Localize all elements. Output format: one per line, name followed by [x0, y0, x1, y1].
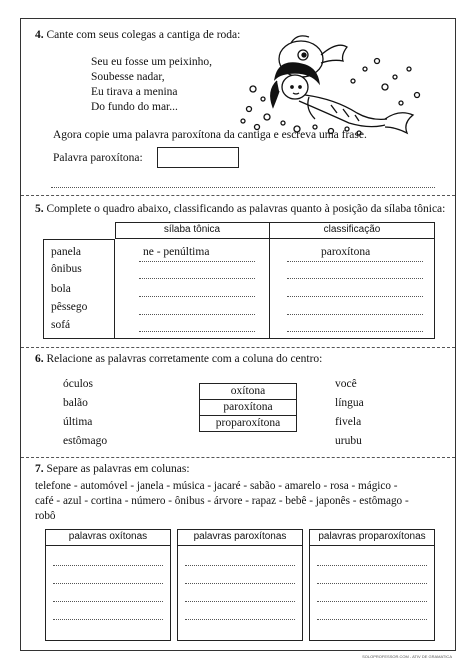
- match-word-right: fivela: [335, 416, 362, 428]
- match-word-left: estômago: [63, 435, 108, 447]
- answer-line[interactable]: [287, 314, 423, 315]
- q7-heading: [35, 463, 190, 475]
- center-option: paroxítona: [223, 401, 273, 413]
- header-paroxitonas: palavras paroxítonas: [193, 531, 287, 542]
- q4-number: 4.: [35, 29, 44, 41]
- match-word-right: urubu: [335, 435, 362, 447]
- answer-line[interactable]: [53, 601, 163, 602]
- word-row-label: bola: [51, 283, 71, 295]
- answer-line[interactable]: [287, 278, 423, 279]
- q4-instruction: Agora copie uma palavra paroxítona da cantiga e escreva uma frase.: [53, 129, 367, 141]
- q5-table: [43, 222, 435, 340]
- q6-right-column: [335, 375, 364, 451]
- q6-heading: [35, 353, 322, 365]
- answer-line[interactable]: [317, 601, 427, 602]
- answer-line[interactable]: [317, 583, 427, 584]
- answer-line[interactable]: [287, 261, 423, 262]
- answer-line[interactable]: [53, 619, 163, 620]
- center-option-box[interactable]: [199, 383, 297, 400]
- match-word-right: você: [335, 378, 357, 390]
- q4-poem: [91, 55, 212, 115]
- match-word-right: língua: [335, 397, 364, 409]
- word-list-line: telefone - automóvel - janela - música - jacaré - sabão - amarelo - rosa - mágico -: [35, 480, 398, 492]
- girl-and-fish-illustration: [235, 25, 431, 137]
- q7-prompt: Separe as palavras em colunas:: [46, 463, 190, 475]
- section-divider: [21, 457, 455, 458]
- table-right-border: [434, 222, 435, 339]
- poem-line: Soubesse nadar,: [91, 71, 165, 83]
- column-divider: [269, 222, 270, 339]
- answer-line[interactable]: [53, 583, 163, 584]
- header-underline: [177, 545, 303, 546]
- q4-heading: [35, 29, 240, 41]
- answer-line[interactable]: [139, 261, 255, 262]
- q6-center-column: [199, 383, 297, 432]
- section-divider: [21, 195, 455, 196]
- q4-prompt: Cante com seus colegas a cantiga de roda:: [46, 29, 241, 41]
- worksheet-page: [20, 18, 456, 651]
- q5-prompt: Complete o quadro abaixo, classificando as palavras quanto à posição da sílaba tônica:: [46, 203, 446, 215]
- answer-line[interactable]: [139, 278, 255, 279]
- q7-word-list: [35, 479, 409, 524]
- q5-number: 5.: [35, 203, 44, 215]
- poem-line: Seu eu fosse um peixinho,: [91, 56, 213, 68]
- header-classification: classificação: [323, 224, 381, 235]
- answer-line[interactable]: [139, 314, 255, 315]
- word-row-label: sofá: [51, 319, 71, 331]
- answer-line[interactable]: [139, 331, 255, 332]
- answer-line[interactable]: [139, 296, 255, 297]
- answer-line[interactable]: [185, 619, 295, 620]
- header-proparoxitonas: palavras proparoxítonas: [318, 531, 426, 542]
- q7-number: 7.: [35, 463, 44, 475]
- word-row-label: panela: [51, 246, 82, 258]
- poem-line: Eu tirava a menina: [91, 86, 178, 98]
- header-underline: [45, 545, 171, 546]
- q7-columns: [45, 529, 435, 641]
- q4-field-label: Palavra paroxítona:: [53, 152, 143, 164]
- match-word-left: balão: [63, 397, 88, 409]
- answer-line[interactable]: [51, 187, 435, 188]
- match-word-left: última: [63, 416, 93, 428]
- answer-line[interactable]: [317, 619, 427, 620]
- q6-number: 6.: [35, 353, 44, 365]
- center-option-box[interactable]: [199, 399, 297, 416]
- header-oxitonas: palavras oxítonas: [68, 531, 148, 542]
- center-option: proparoxítona: [215, 417, 281, 429]
- word-list-line: café - azul - cortina - número - ônibus - árvore - rapaz - bebê - japonês - estômago -: [35, 495, 409, 507]
- answer-line[interactable]: [185, 601, 295, 602]
- footer-credit: SOLOPROFESSOR.COM - ATIV DE GRAMATICA: [362, 654, 452, 659]
- example-class-cell: paroxítona: [321, 246, 371, 258]
- table-bottom-border: [115, 338, 435, 339]
- q6-prompt: Relacione as palavras corretamente com a coluna do centro:: [46, 353, 323, 365]
- center-option: oxítona: [230, 385, 266, 397]
- center-option-box[interactable]: [199, 415, 297, 432]
- header-underline: [309, 545, 435, 546]
- answer-line[interactable]: [287, 331, 423, 332]
- answer-line[interactable]: [53, 565, 163, 566]
- answer-line[interactable]: [185, 583, 295, 584]
- word-row-label: ônibus: [51, 263, 82, 275]
- poem-line: Do fundo do mar...: [91, 101, 178, 113]
- word-list-line: robô: [35, 510, 56, 522]
- section-divider: [21, 347, 455, 348]
- paroxitona-answer-box[interactable]: [157, 147, 239, 168]
- example-tonic-cell: ne - penúltima: [143, 246, 210, 258]
- answer-line[interactable]: [317, 565, 427, 566]
- q6-left-column: [63, 375, 107, 451]
- word-row-label: pêssego: [51, 301, 88, 313]
- q5-heading: [35, 203, 445, 215]
- answer-line[interactable]: [287, 296, 423, 297]
- header-tonic: sílaba tônica: [163, 224, 221, 235]
- answer-line[interactable]: [185, 565, 295, 566]
- match-word-left: óculos: [63, 378, 94, 390]
